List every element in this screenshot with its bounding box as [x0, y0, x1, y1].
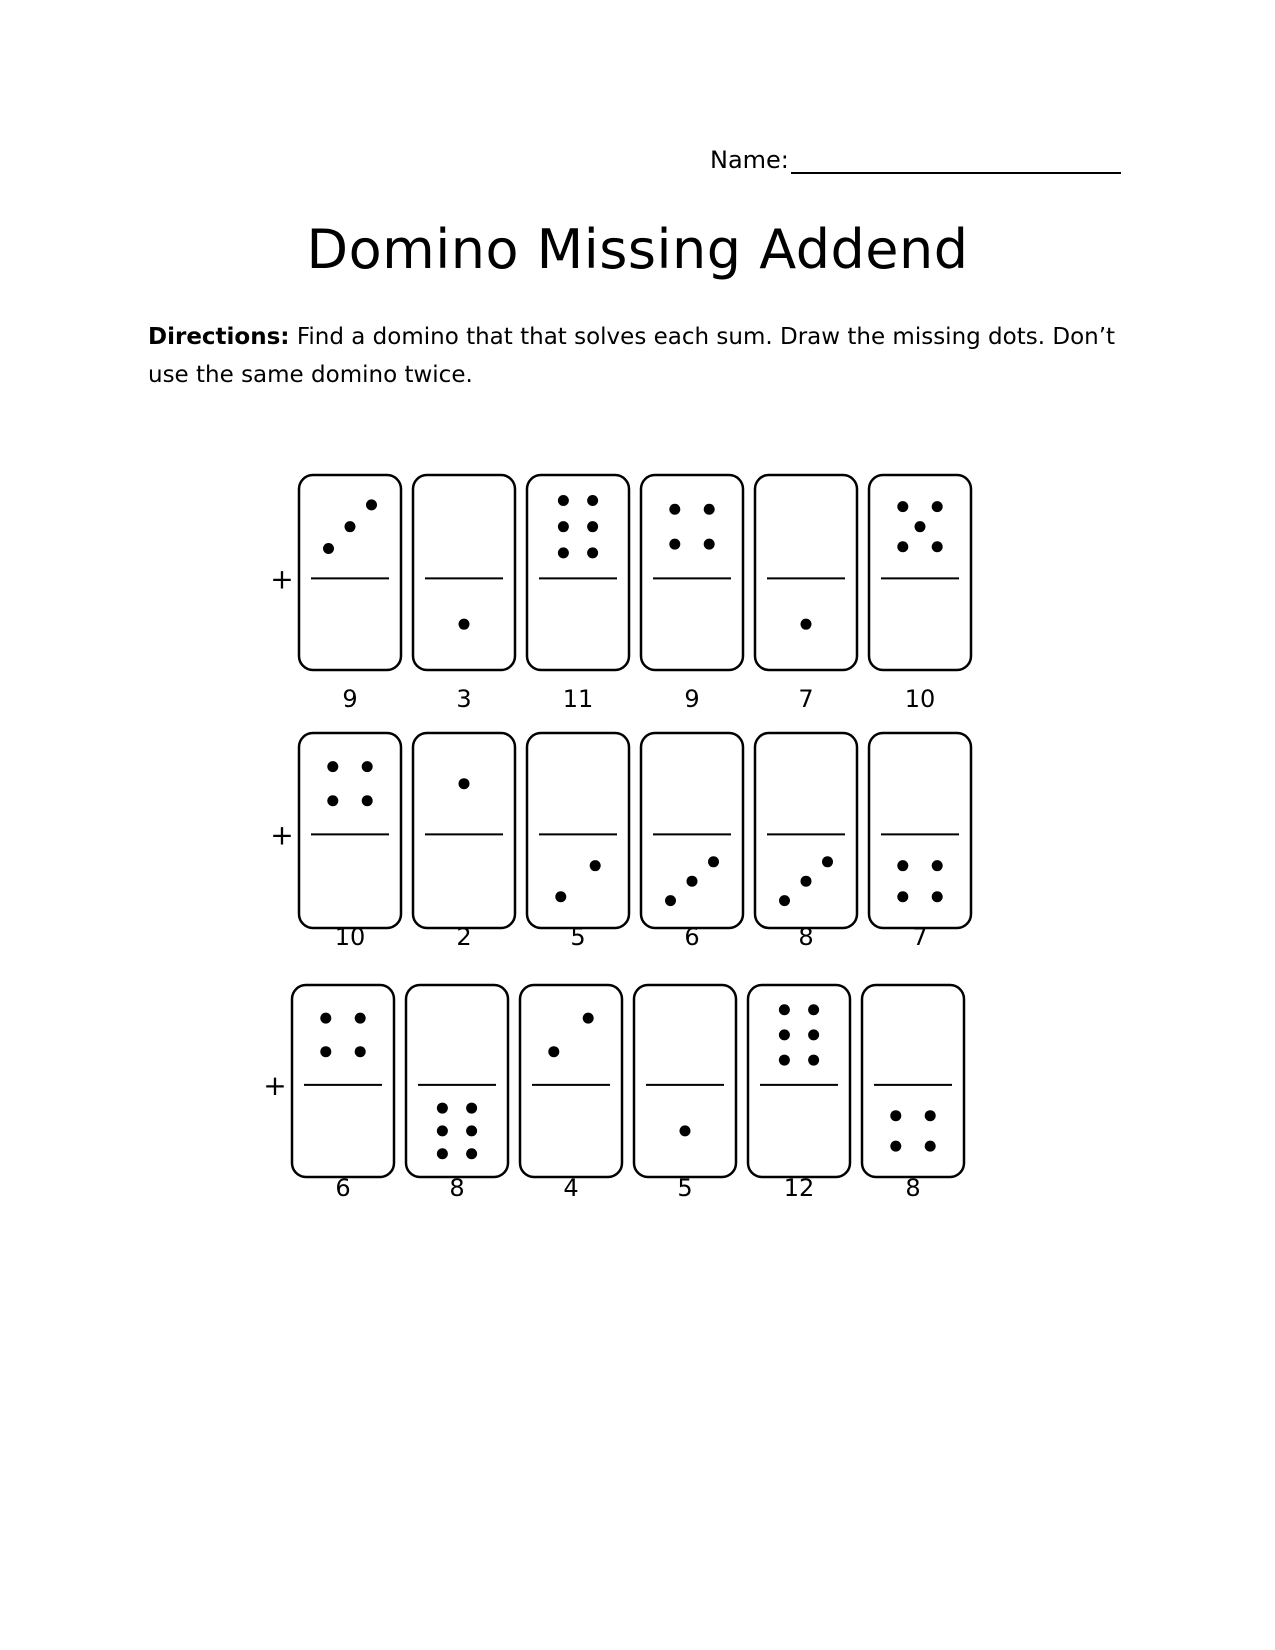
pip-dot	[583, 1013, 594, 1024]
pip-dot	[808, 1004, 819, 1015]
domino[interactable]	[406, 985, 508, 1202]
pip-dot	[437, 1148, 448, 1159]
pip-dot	[925, 1110, 936, 1121]
pip-dot	[932, 541, 943, 552]
pip-dot	[779, 1029, 790, 1040]
domino-outline	[292, 985, 394, 1177]
domino-outline	[520, 985, 622, 1177]
pip-dot	[801, 619, 812, 630]
sum-label: 8	[798, 923, 814, 951]
name-label: Name:	[710, 146, 789, 174]
domino-outline	[527, 733, 629, 928]
domino[interactable]	[862, 985, 964, 1202]
pip-dot	[808, 1055, 819, 1066]
pip-dot	[915, 521, 926, 532]
domino[interactable]	[641, 733, 743, 951]
pip-dot	[708, 856, 719, 867]
pip-dot	[558, 495, 569, 506]
sum-label: 9	[342, 685, 358, 713]
pip-dot	[890, 1141, 901, 1152]
pip-dot	[779, 1004, 790, 1015]
domino-outline	[641, 475, 743, 670]
pip-dot	[779, 1055, 790, 1066]
plus-sign: +	[270, 818, 294, 852]
sum-label: 8	[905, 1174, 921, 1202]
domino-outline	[755, 475, 857, 670]
domino-outline	[527, 475, 629, 670]
pip-dot	[932, 891, 943, 902]
pip-dot	[590, 860, 601, 871]
pip-dot	[466, 1148, 477, 1159]
pip-dot	[932, 501, 943, 512]
domino[interactable]	[413, 733, 515, 951]
sum-label: 5	[677, 1174, 693, 1202]
pip-dot	[323, 543, 334, 554]
pip-dot	[459, 778, 470, 789]
pip-dot	[669, 504, 680, 515]
pip-dot	[932, 860, 943, 871]
sum-label: 7	[798, 685, 814, 713]
sum-label: 4	[563, 1174, 579, 1202]
pip-dot	[779, 895, 790, 906]
sum-label: 2	[456, 923, 472, 951]
domino-outline	[862, 985, 964, 1177]
pip-dot	[437, 1125, 448, 1136]
pip-dot	[808, 1029, 819, 1040]
pip-dot	[897, 860, 908, 871]
domino-outline	[869, 733, 971, 928]
pip-dot	[466, 1125, 477, 1136]
pip-dot	[320, 1013, 331, 1024]
pip-dot	[548, 1046, 559, 1057]
domino[interactable]	[299, 733, 401, 951]
pip-dot	[366, 499, 377, 510]
domino[interactable]	[869, 475, 971, 713]
domino-outline	[299, 475, 401, 670]
pip-dot	[897, 891, 908, 902]
pip-dot	[680, 1125, 691, 1136]
pip-dot	[669, 539, 680, 550]
sum-label: 12	[783, 1174, 815, 1202]
domino-outline	[299, 733, 401, 928]
pip-dot	[437, 1103, 448, 1114]
pip-dot	[466, 1103, 477, 1114]
pip-dot	[555, 891, 566, 902]
domino[interactable]	[292, 985, 394, 1202]
page-title: Domino Missing Addend	[306, 218, 969, 281]
domino-outline	[869, 475, 971, 670]
domino-outline	[406, 985, 508, 1177]
domino[interactable]	[527, 733, 629, 951]
pip-dot	[890, 1110, 901, 1121]
directions-label: Directions:	[148, 324, 290, 350]
pip-dot	[897, 541, 908, 552]
pip-dot	[362, 761, 373, 772]
plus-sign: +	[270, 562, 294, 596]
domino[interactable]	[755, 733, 857, 951]
pip-dot	[925, 1141, 936, 1152]
sum-label: 7	[912, 923, 928, 951]
sum-label: 9	[684, 685, 700, 713]
sum-label: 11	[562, 685, 594, 713]
domino[interactable]	[299, 475, 401, 713]
pip-dot	[355, 1046, 366, 1057]
pip-dot	[558, 521, 569, 532]
pip-dot	[665, 895, 676, 906]
domino-outline	[413, 733, 515, 928]
sum-label: 6	[335, 1174, 351, 1202]
pip-dot	[558, 547, 569, 558]
domino-outline	[634, 985, 736, 1177]
pip-dot	[687, 876, 698, 887]
pip-dot	[327, 795, 338, 806]
directions-text: Find a domino that that solves each sum. Draw the missing dots. Don’t use the same domino twice.	[148, 324, 1116, 388]
sum-label: 10	[334, 923, 366, 951]
sum-label: 3	[456, 685, 472, 713]
domino[interactable]	[869, 733, 971, 951]
domino-outline	[641, 733, 743, 928]
pip-dot	[345, 521, 356, 532]
domino[interactable]	[641, 475, 743, 713]
domino-outline	[755, 733, 857, 928]
domino-outline	[748, 985, 850, 1177]
domino[interactable]	[634, 985, 736, 1202]
domino[interactable]	[527, 475, 629, 713]
domino[interactable]	[413, 475, 515, 713]
sum-label: 10	[904, 685, 936, 713]
pip-dot	[587, 521, 598, 532]
pip-dot	[320, 1046, 331, 1057]
pip-dot	[362, 795, 373, 806]
pip-dot	[459, 619, 470, 630]
sum-label: 6	[684, 923, 700, 951]
domino[interactable]	[748, 985, 850, 1202]
domino[interactable]	[755, 475, 857, 713]
domino[interactable]	[520, 985, 622, 1202]
pip-dot	[327, 761, 338, 772]
pip-dot	[801, 876, 812, 887]
pip-dot	[704, 539, 715, 550]
pip-dot	[704, 504, 715, 515]
sum-label: 5	[570, 923, 586, 951]
pip-dot	[587, 495, 598, 506]
pip-dot	[587, 547, 598, 558]
pip-dot	[897, 501, 908, 512]
domino-outline	[413, 475, 515, 670]
pip-dot	[822, 856, 833, 867]
pip-dot	[355, 1013, 366, 1024]
sum-label: 8	[449, 1174, 465, 1202]
plus-sign: +	[263, 1068, 287, 1102]
